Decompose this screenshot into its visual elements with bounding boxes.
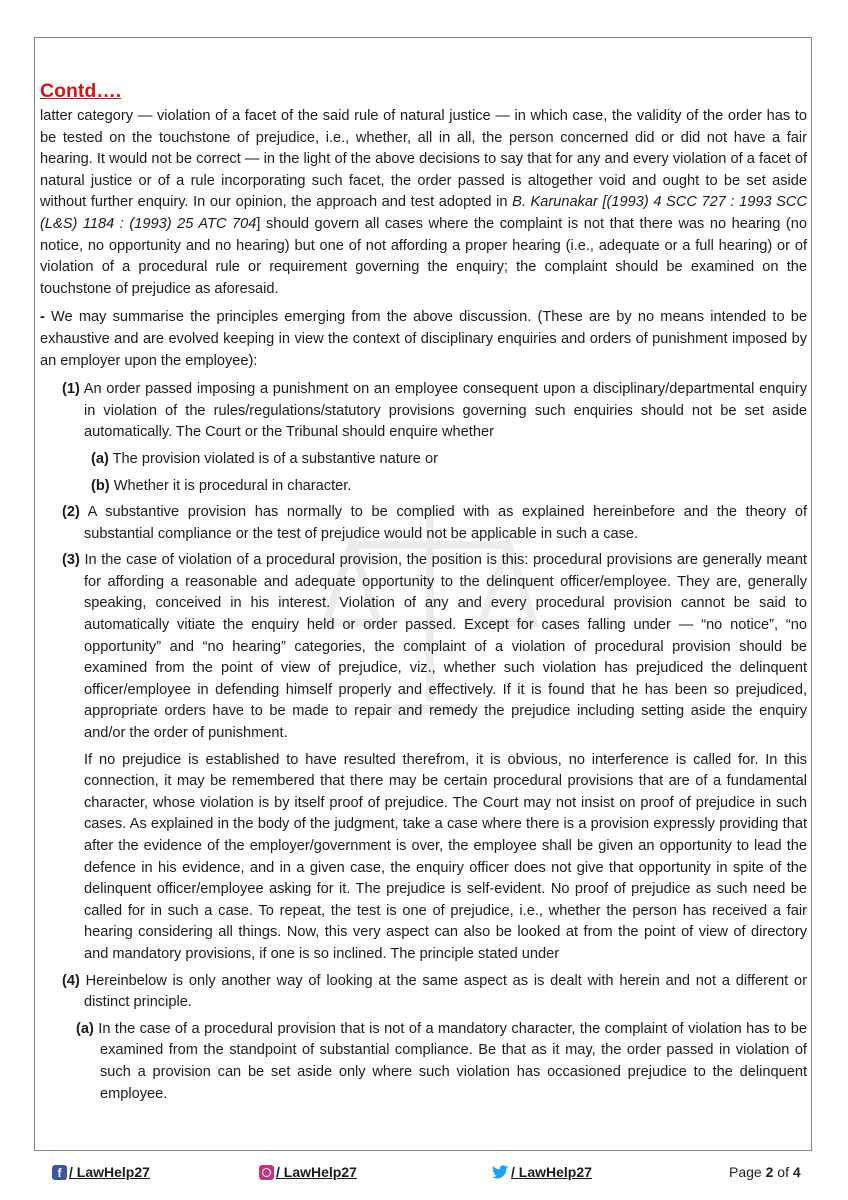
principle-4	[40, 971, 807, 1014]
case-citation: B. Karunakar [(1993) 4 SCC 727 : 1993 SCC (L&S) 1184 : (1993) 25 ATC 704	[40, 194, 807, 232]
principle-1b-text: Whether it is procedural in character.	[109, 477, 352, 494]
footer-facebook-link[interactable]	[52, 1164, 150, 1180]
page-label: Page	[729, 1164, 766, 1180]
intro-text: latter category — violation of a facet of the said rule of natural justice — in which case, the validity of the order has to be tested on the touchstone of prejudice, i.e., whether, all in all, the person concerned did or did not have a fair hearing. It would not be correct — in the light of the above decisions to say that for any and every violation of a facet of natural justice or of a rule incorporating such facet, the order passed is altogether void and ought to be set aside without further enquiry. In our opinion, the approach and test adopted in	[40, 108, 807, 211]
summary-paragraph	[40, 307, 807, 372]
principle-1-number: (1)	[62, 381, 80, 398]
principle-1a-letter: (a)	[91, 450, 109, 467]
total-pages: 4	[792, 1164, 801, 1180]
twitter-icon	[492, 1165, 508, 1179]
twitter-handle: / LawHelp27	[511, 1164, 592, 1180]
page-of: of	[773, 1164, 793, 1180]
page-heading: Contd….	[40, 80, 122, 102]
principle-2-number: (2)	[62, 504, 80, 521]
footer-instagram-link[interactable]	[259, 1164, 357, 1180]
principle-3-number: (3)	[62, 552, 80, 569]
facebook-icon: f	[52, 1165, 67, 1180]
principle-1b	[40, 476, 807, 498]
current-page: 2	[765, 1164, 774, 1180]
summary-text: We may summarise the principles emerging from the above discussion. (These are by no means intended to be exhaustive and are evolved keeping in view the context of disciplinary enquiries and orders of punishment imposed by an employer upon the employee):	[40, 309, 807, 369]
footer-twitter-link[interactable]	[492, 1164, 592, 1180]
intro-paragraph	[40, 106, 807, 300]
principle-4-number: (4)	[62, 972, 80, 989]
page-footer	[0, 1164, 848, 1186]
principle-3-continued: If no prejudice is established to have resulted therefrom, it is obvious, no interference is called for. In this connection, it may be remembered that there may be certain procedural provisions that are of a fundamental character, whose violation is by itself proof of prejudice. The Court may not insist on proof of prejudice in such cases. As explained in the body of the judgment, take a case where there is a provision expressly providing that after the evidence of the employer/government is over, the employee shall be given an opportunity to lead the defence in his evidence, and in a given case, the enquiry officer does not give that opportunity in spite of the delinquent officer/employee asking for it. The prejudice is self-evident. No proof of prejudice as such need be called for in such a case. To repeat, the test is one of prejudice, i.e., whether the person has received a fair hearing considering all things. Now, this very aspect can also be looked at from the point of view of directory and mandatory provisions, if one is so inclined. The principle stated under	[84, 751, 807, 962]
summary-dash: -	[40, 309, 45, 326]
principle-1-text: An order passed imposing a punishment on an employee consequent upon a disciplinary/departmental enquiry in violation of the rules/regulations/statutory provisions governing such enquiries should not be set aside automatically. The Court or the Tribunal should enquire whether	[79, 381, 807, 441]
principle-4a	[40, 1019, 807, 1105]
document-body	[40, 78, 807, 1110]
principle-2	[40, 502, 807, 545]
principle-1	[40, 379, 807, 444]
principle-1a	[40, 449, 807, 471]
principle-1b-letter: (b)	[91, 477, 110, 494]
principle-2-text: A substantive provision has normally to be complied with as explained hereinbefore and the theory of substantial compliance or the test of prejudice would not be applicable in such a case.	[79, 504, 807, 542]
principle-3	[40, 550, 807, 744]
principle-3-text: In the case of violation of a procedural provision, the position is this: procedural provisions are generally meant for affording a reasonable and adequate opportunity to the delinquent officer/employee. They are, generally speaking, conceived in his interest. Violation of any and every procedural provision cannot be said to automatically vitiate the enquiry held or order passed. Except for cases falling under — “no notice”, “no opportunity” and “no hearing” categories, the complaint of a violation of procedural provision should be examined from the point of view of prejudice, viz., whether such violation has prejudiced the delinquent officer/employee in defending himself properly and effectively. If it is found that he has been so prejudiced, appropriate orders have to be made to repair and remedy the prejudice including setting aside the enquiry and/or the order of punishment.	[79, 552, 807, 742]
facebook-handle: / LawHelp27	[69, 1164, 150, 1180]
instagram-icon	[259, 1165, 274, 1180]
principle-4a-text: In the case of a procedural provision that is not of a mandatory character, the complaint of violation has to be examined from the standpoint of substantial compliance. Be that as it may, the order passed in violation of such a provision can be set aside only where such violation has occasioned prejudice to the delinquent employee.	[93, 1020, 807, 1102]
principle-4a-letter: (a)	[76, 1020, 94, 1037]
page-number	[729, 1164, 801, 1180]
intro-text-end: ] should govern all cases where the complaint is not that there was no hearing (no notice, no opportunity and no hearing) but one of not affording a proper hearing (i.e., adequate or a full hearing) or of violation of a procedural rule or requirement governing the enquiry; the complaint should be examined on the touchstone of prejudice as aforesaid.	[40, 215, 807, 297]
principle-1a-text: The provision violated is of a substantive nature or	[108, 450, 438, 467]
instagram-handle: / LawHelp27	[276, 1164, 357, 1180]
principle-4-text: Hereinbelow is only another way of looking at the same aspect as is dealt with herein and not a different or distinct principle.	[79, 972, 807, 1011]
